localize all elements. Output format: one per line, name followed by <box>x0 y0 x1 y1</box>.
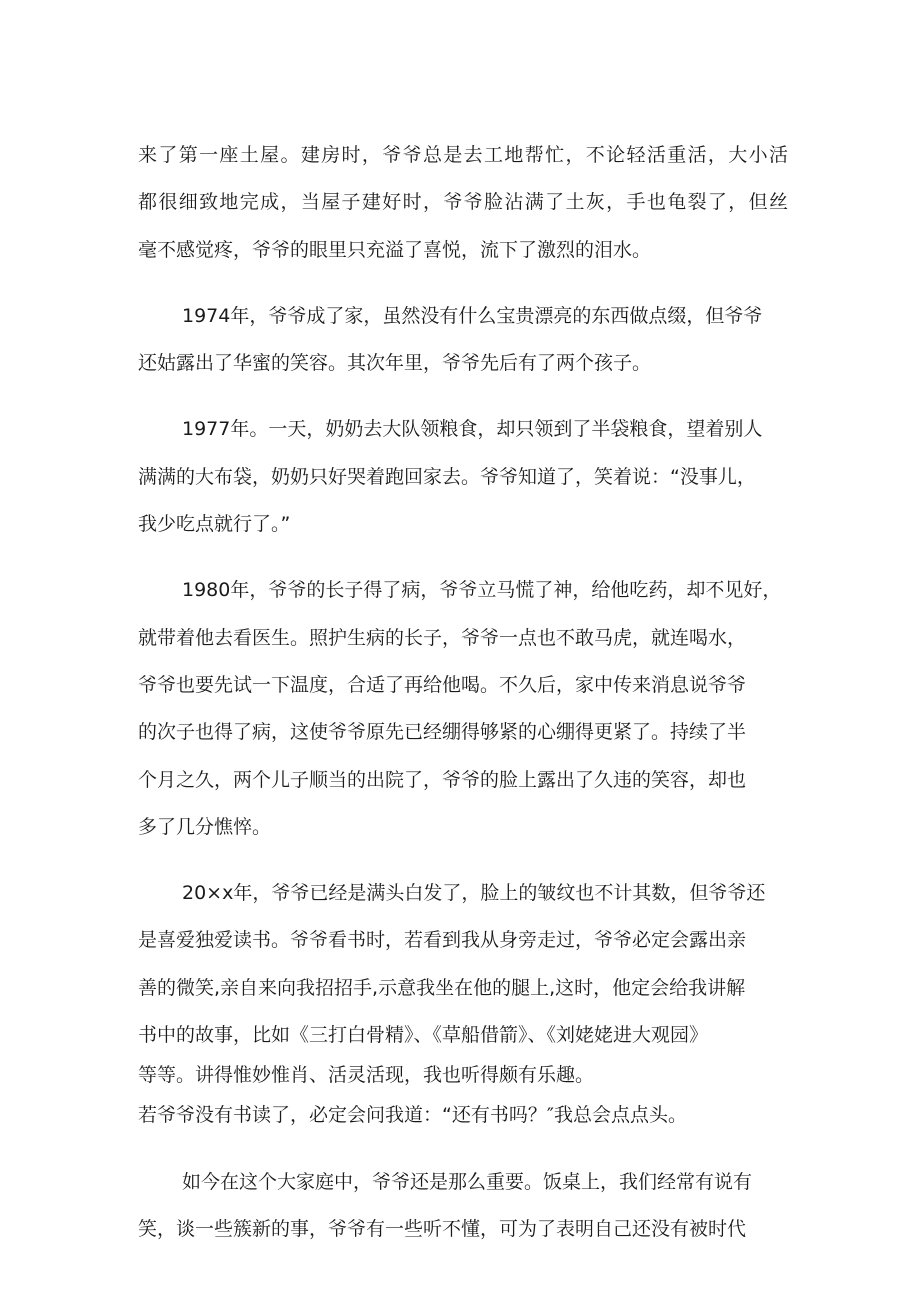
text-line: 等等。讲得惟妙惟肖、活灵活现，我也听得颇有乐趣。 <box>138 1064 595 1087</box>
text-line: 还姑露出了华蜜的笑容。其次年里，爷爷先后有了两个孩子。 <box>138 352 652 375</box>
text-line: 的次子也得了病，这使爷爷原先已经绷得够紧的心绷得更紧了。持续了半 <box>138 721 747 744</box>
paragraph-5 <box>138 870 788 1139</box>
text-line: 1980年，爷爷的长子得了病，爷爷立马慌了神，给他吃药，却不见好， <box>182 579 782 602</box>
text-line: 善的微笑,亲自来向我招招手,示意我坐在他的腿上,这时，他定会给我讲解 <box>138 976 746 999</box>
paragraph-1 <box>138 132 788 274</box>
text-line: 1974年，爷爷成了家，虽然没有什么宝贵漂亮的东西做点缀，但爷爷 <box>182 304 763 327</box>
text-line: 就带着他去看医生。照护生病的长子，爷爷一点也不敢马虎，就连喝水， <box>138 626 747 649</box>
text-line: 个月之久，两个儿子顺当的出院了，爷爷的脸上露出了久违的笑容，却也 <box>138 768 747 791</box>
text-line: 如今在这个大家庭中，爷爷还是那么重要。饭桌上，我们经常有说有 <box>182 1170 753 1193</box>
text-line: 都很细致地完成，当屋子建好时，爷爷脸沾满了土灰，手也龟裂了，但丝 <box>138 191 788 214</box>
text-line: 爷爷也要先试一下温度，合适了再给他喝。不久后，家中传来消息说爷爷 <box>138 673 747 696</box>
paragraph-3 <box>138 406 788 548</box>
text-line: 若爷爷没有书读了，必定会问我道：“还有书吗？″我总会点点头。 <box>138 1104 687 1127</box>
document-body <box>138 132 788 1253</box>
text-line: 笑，谈一些簇新的事，爷爷有一些听不懂，可为了表明自己还没有被时代 <box>138 1217 747 1240</box>
text-line: 我少吃点就行了。” <box>138 513 291 536</box>
paragraph-2 <box>138 293 788 388</box>
paragraph-4 <box>138 567 788 851</box>
text-line: 满满的大布袋，奶奶只好哭着跑回家去。爷爷知道了，笑着说：“没事儿， <box>138 465 756 488</box>
text-line: 是喜爱独爱读书。爷爷看书时，若看到我从身旁走过，爷爷必定会露出亲 <box>138 929 747 952</box>
text-line: 多了几分憔悴。 <box>138 815 272 838</box>
text-line: 来了第一座土屋。建房时，爷爷总是去工地帮忙，不论轻活重活，大小活 <box>138 144 788 166</box>
paragraph-6 <box>138 1159 788 1254</box>
text-line: 书中的故事，比如《三打白骨精》、《草船借箭》、《刘姥姥进大观园》 <box>138 1024 709 1047</box>
text-line: 1977年。一天，奶奶去大队领粮食，却只领到了半袋粮食，望着别人 <box>182 418 763 441</box>
text-line: 20×x年，爷爷已经是满头白发了，脸上的皱纹也不计其数，但爷爷还 <box>182 882 766 905</box>
text-line: 毫不感觉疼，爷爷的眼里只充溢了喜悦，流下了激烈的泪水。 <box>138 238 652 261</box>
